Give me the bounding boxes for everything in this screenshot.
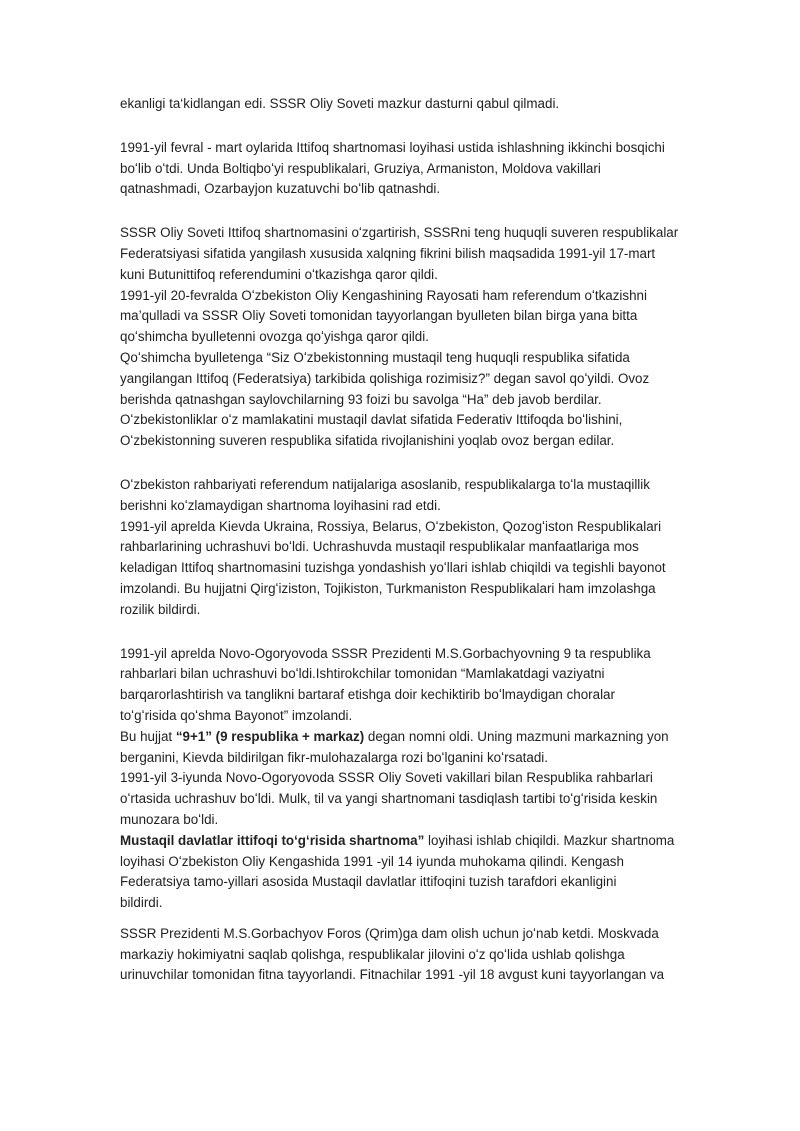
text-line: berishni koʻzlamaydigan shartnoma loyihasini rad etdi. [120,497,441,513]
text-line: barqarorlashtirish va tanglikni bartaraf etishga doir kechiktirib boʻlmaydigan choralar [120,687,615,703]
text-line: Oʻzbekistonning suveren respublika sifatida rivojlanishini yoqlab ovoz bergan edilar. [120,433,615,449]
paragraph-3 [120,223,680,452]
paragraph-5 [120,644,680,914]
text-line: Federatsiyasi sifatida yangilash xususida xalqning fikrini bilish maqsadida 1991-yil 17-mart [120,245,656,261]
text-line: loyihasi Oʻzbekiston Oliy Kengashida 1991 -yil 14 iyunda muhokama qilindi. Kengash [120,853,624,869]
text-line: rozilik bildirdi. [120,601,201,617]
text-line: imzolandi. Bu hujjatni Qirgʻiziston, Tojikiston, Turkmaniston Respublikalari ham imzolashga [120,580,656,596]
text-line: 1991-yil aprelda Kievda Ukraina, Rossiya, Belarus, Oʻzbekiston, Qozogʻiston Respublikalari [120,518,662,534]
text-run: loyihasi ishlab chiqildi. Mazkur shartnoma [424,832,675,848]
text-line: urinuvchilar tomonidan fitna tayyorlandi. Fitnachilar 1991 -yil 18 avgust kuni tayyorlangan va [120,967,665,983]
text-line: Oʻzbekiston rahbariyati referendum natijalariga asoslanib, respublikalarga toʻla mustaqillik [120,476,650,492]
text-line: SSSR Oliy Soveti Ittifoq shartnomasini oʻzgartirish, SSSRni teng huquqli suveren respublikalar [120,225,679,241]
text-line: qatnashmadi, Ozarbayjon kuzatuvchi boʻlib qatnashdi. [120,181,441,197]
text-line: toʻgʻrisida qoʻshma Bayonot” imzolandi. [120,707,353,723]
text-line: boʻlib oʻtdi. Unda Boltiqboʻyi respublikalari, Gruziya, Armaniston, Moldova vakillari [120,160,601,176]
text-line: 1991-yil fevral - mart oylarida Ittifoq shartnomasi loyihasi ustida ishlashning ikkinchi bosqichi [120,139,665,155]
text-line: rahbarlarining uchrashuvi boʻldi. Uchrashuvda mustaqil respublikalar manfaatlariga mos [120,539,639,555]
text-line: 1991-yil 20-fevralda Oʻzbekiston Oliy Kengashining Rayosati ham referendum oʻtkazishni [120,287,647,303]
text-line: Oʻzbekistonliklar oʻz mamlakatini mustaqil davlat sifatida Federativ Ittifoqda boʻlishini, [120,412,623,428]
text-line: rahbarlari bilan uchrashuvi boʻldi.Ishtirokchilar tomonidan “Mamlakatdagi vaziyatni [120,666,605,682]
text-line: SSSR Prezidenti M.S.Gorbachyov Foros (Qrim)ga dam olish uchun joʻnab ketdi. Moskvada [120,925,659,941]
text-line: Qoʻshimcha byulletenga “Siz Oʻzbekistonning mustaqil teng huquqli respublika sifatida [120,349,630,365]
paragraph-4 [120,475,680,621]
bold-term: “9+1” (9 respublika + markaz) [175,728,365,744]
text-line: 1991-yil aprelda Novo-Ogoryovoda SSSR Prezidenti M.S.Gorbachyovning 9 ta respublika [120,645,651,661]
text-run: degan nomni oldi. Uning mazmuni markazning yon [364,728,669,744]
bold-term: Mustaqil davlatlar ittifoqi toʻgʻrisida shartnoma” [120,832,425,848]
text-line: kuni Butunittifoq referendumini oʻtkazishga qaror qildi. [120,266,438,282]
paragraph-6 [120,924,680,986]
text-line: yangilangan Ittifoq (Federatsiya) tarkibida qolishiga rozimisiz?” degan savol qoʻyildi. Ovoz [120,370,650,386]
text-line: Federatsiya tamo-yillari asosida Mustaqil davlatlar ittifoqini tuzish tarafdori ekanligini [120,874,617,890]
text-line: markaziy hokimiyatni saqlab qolishga, respublikalar jilovini oʻz qoʻlida ushlab qolishga [120,946,625,962]
paragraph-1 [120,94,680,115]
text-line: qoʻshimcha byulletenni ovozga qoʻyishga qaror qildi. [120,329,429,345]
text-line-mixed [120,831,680,852]
paragraph-2 [120,138,680,200]
text-line: keladigan Ittifoq shartnomasini tuzishga yondashish yoʻllari ishlab chiqildi va tegishli bayonot [120,560,666,576]
text-line: oʻrtasida uchrashuv boʻldi. Mulk, til va yangi shartnomani tasdiqlash tartibi toʻgʻrisida keskin [120,791,658,807]
text-line: berishda qatnashgan saylovchilarning 93 foizi bu savolga “Ha” deb javob berdilar. [120,391,602,407]
text-run: Bu hujjat [120,728,176,744]
text-line: ekanligi ta‘kidlangan edi. SSSR Oliy Soveti mazkur dasturni qabul qilmadi. [120,96,560,111]
text-line-mixed [120,727,680,748]
text-line: berganini, Kievda bildirilgan fikr-mulohazalarga rozi boʻlganini koʻrsatadi. [120,749,548,765]
text-line: ma’qulladi va SSSR Oliy Soveti tomonidan tayyorlangan byulleten bilan birga yana bitta [120,308,638,324]
text-line: 1991-yil 3-iyunda Novo-Ogoryovoda SSSR Oliy Soveti vakillari bilan Respublika rahbarlari [120,770,653,786]
text-line: munozara boʻldi. [120,811,219,827]
text-line: bildirdi. [120,895,163,911]
document-page [120,94,680,986]
